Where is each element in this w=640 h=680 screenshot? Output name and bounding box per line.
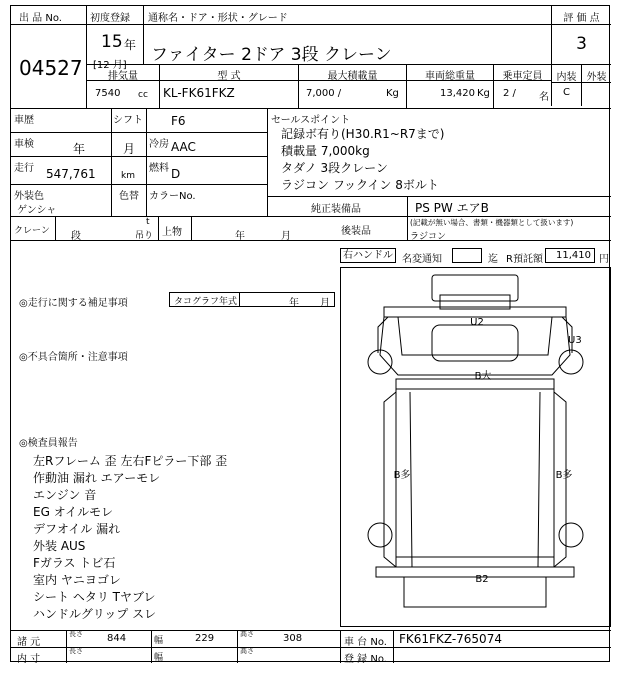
- sales-point-item: タダノ 3段クレーン: [281, 161, 388, 175]
- inspector-note-item: 作動油 漏れ エアーモレ: [33, 471, 161, 485]
- inspection-month: 月: [123, 142, 136, 156]
- damage-u2: U2: [470, 317, 484, 328]
- fuel-label: 燃料: [149, 163, 169, 174]
- mileage-value: 547,761: [46, 167, 96, 181]
- first-reg-label: 初度登録: [90, 13, 130, 24]
- gross-weight-label: 車両総重量: [425, 71, 475, 82]
- displacement-value: 7540: [95, 88, 121, 99]
- lot-label: 出 品 No.: [19, 13, 62, 24]
- divider: [111, 108, 112, 216]
- interior-grade: C: [563, 87, 570, 98]
- top-body-month: 月: [281, 231, 291, 242]
- height-label: 高さ: [240, 630, 254, 638]
- length-value: 844: [107, 633, 127, 644]
- truck-outline: [340, 267, 611, 627]
- divider: [11, 647, 611, 648]
- color-change-label: 色替: [119, 191, 139, 202]
- sales-point-item: 記録ボ有り(H30.R1~R7まで): [281, 127, 445, 141]
- after-parts-note: (記載が無い場合、書類・機器類として扱います): [410, 218, 574, 227]
- std-equip-value: PS PW エアB: [415, 201, 489, 215]
- inner-dims-label: 内 寸: [17, 654, 41, 665]
- divider: [151, 630, 152, 663]
- capacity-unit: 名: [539, 92, 549, 103]
- sales-point-item: ラジコン フックイン 8ボルト: [281, 178, 439, 192]
- divider: [239, 292, 240, 307]
- name-label: 通称名・ドア・形状・グレード: [148, 13, 288, 24]
- capacity-value: 2 /: [503, 88, 516, 99]
- width-label: 幅: [154, 636, 164, 646]
- divider: [66, 630, 67, 663]
- fuel-value: D: [171, 167, 181, 181]
- divider: [393, 630, 394, 663]
- inspection-label: 車検: [14, 139, 34, 150]
- displacement-label: 排気量: [108, 71, 138, 82]
- ext-color-value: ゲンシャ: [17, 205, 57, 216]
- ext-color-label: 外装色: [14, 191, 44, 202]
- mileage-label: 走行: [14, 163, 34, 174]
- ac-value: AAC: [171, 140, 196, 154]
- std-equip-label: 純正装備品: [311, 204, 361, 215]
- divider: [146, 108, 147, 216]
- gross-weight-unit: Kg: [477, 88, 490, 99]
- crane-stage: 段: [71, 231, 81, 242]
- crane-lift: 吊り: [135, 231, 154, 241]
- inspector-note-item: 室内 ヤニヨゴレ: [33, 573, 121, 587]
- divider: [86, 64, 551, 65]
- divider: [237, 630, 238, 663]
- chassis-label: 車 台 No.: [344, 637, 387, 648]
- recycle-label: 迄: [488, 254, 498, 265]
- inner-width-label: 幅: [154, 653, 164, 663]
- sales-points-label: セールスポイント: [271, 115, 351, 126]
- exterior-label: 外装: [586, 72, 607, 83]
- name-change-box: [452, 248, 482, 263]
- inspection-year: 年: [73, 142, 86, 156]
- inspector-note-item: デフオイル 漏れ: [33, 522, 121, 536]
- damage-b2: B2: [475, 574, 489, 585]
- recycle-amount: 11,410: [545, 248, 595, 263]
- damage-b-right: B多: [555, 470, 573, 481]
- divider: [267, 196, 611, 197]
- inspector-note-item: EG オイルモレ: [33, 505, 114, 519]
- tacho-year: 年: [289, 298, 299, 309]
- grade-label: 評 価 点: [563, 13, 600, 24]
- gross-weight-value: 13,420: [440, 88, 475, 99]
- chassis-value: FK61FKZ-765074: [399, 632, 502, 646]
- divider: [158, 216, 159, 240]
- divider: [11, 132, 267, 133]
- reg-year: 15: [101, 32, 123, 52]
- recycle-unit: 円: [599, 254, 609, 265]
- divider: [11, 156, 267, 157]
- displacement-unit: cc: [138, 90, 148, 100]
- sales-point-item: 積載量 7,000kg: [281, 144, 370, 158]
- shift-label: シフト: [113, 115, 143, 126]
- inspector-note-item: シート ヘタリ Tヤブレ: [33, 590, 156, 604]
- divider: [86, 6, 87, 108]
- steering-badge: 右ハンドル: [340, 248, 396, 263]
- lot-number: 04527: [19, 56, 83, 80]
- divider: [551, 82, 611, 83]
- crane-ton-mark: t: [146, 217, 150, 227]
- divider: [407, 216, 408, 240]
- shift-value: F6: [171, 114, 186, 128]
- inspector-label: ◎検査員報告: [19, 438, 78, 449]
- crane-label: クレーン: [14, 226, 50, 236]
- capacity-label: 乗車定員: [502, 71, 543, 82]
- divider: [11, 184, 267, 185]
- inner-height-label: 高さ: [240, 647, 254, 655]
- model-label: 型 式: [217, 71, 241, 82]
- top-body-year: 年: [235, 231, 245, 242]
- damage-b-left: B多: [393, 470, 411, 481]
- divider: [340, 630, 341, 663]
- bed-outline: [376, 379, 574, 607]
- divider: [267, 108, 268, 216]
- defects-label: ◎不具合箇所・注意事項: [19, 352, 128, 363]
- after-parts-label: 後装品: [341, 226, 371, 237]
- length-label: 長さ: [69, 630, 83, 638]
- divider: [551, 24, 611, 25]
- inspector-note-item: エンジン 音: [33, 488, 97, 502]
- divider: [143, 6, 144, 64]
- recycle-deposit-label: R預託額: [506, 254, 543, 265]
- divider: [11, 630, 611, 631]
- top-body-label: 上物: [162, 227, 182, 238]
- max-load-unit: Kg: [386, 88, 399, 99]
- dims-label: 諸 元: [17, 637, 41, 648]
- auction-sheet: [10, 5, 610, 665]
- width-value: 229: [195, 633, 215, 644]
- ac-label: 冷房: [149, 139, 169, 150]
- history-label: 車歴: [14, 115, 34, 126]
- divider: [407, 196, 408, 216]
- car-name: ファイター 2ドア 3段 クレーン: [151, 45, 392, 65]
- damage-b-large: B大: [474, 371, 492, 382]
- tacho-month: 月: [320, 298, 330, 309]
- height-value: 308: [283, 633, 303, 644]
- mileage-unit: km: [121, 171, 135, 181]
- divider: [11, 240, 611, 241]
- divider: [191, 216, 192, 240]
- model-value: KL-FK61FKZ: [163, 86, 235, 100]
- damage-u3: U3: [568, 335, 582, 346]
- inner-length-label: 長さ: [69, 647, 83, 655]
- max-load-label: 最大積載量: [327, 71, 378, 82]
- inspector-note-item: Fガラス トビ石: [33, 556, 116, 570]
- after-parts-value: ラジコン: [410, 232, 447, 242]
- reg-month: [12 月]: [93, 60, 127, 71]
- divider: [55, 216, 56, 240]
- interior-label: 内装: [556, 72, 577, 83]
- overall-grade: 3: [576, 34, 587, 54]
- max-load-value: 7,000 /: [306, 88, 342, 99]
- drive-notes-label: ◎走行に関する補足事項: [19, 298, 128, 309]
- inspector-note-item: 外装 AUS: [33, 539, 86, 553]
- divider: [11, 108, 611, 109]
- reg-year-unit: 年: [124, 38, 137, 52]
- inspector-note-item: ハンドルグリップ スレ: [33, 607, 157, 621]
- tacho-label: タコグラフ年式: [174, 297, 238, 307]
- inspector-note-item: 左Rフレーム 歪 左右Fピラー下部 歪: [33, 454, 228, 468]
- name-change-label: 名変通知: [402, 254, 442, 265]
- color-no-label: カラーNo.: [149, 191, 196, 202]
- header-line: [11, 24, 551, 25]
- reg-no-label: 登 録 No.: [344, 654, 387, 665]
